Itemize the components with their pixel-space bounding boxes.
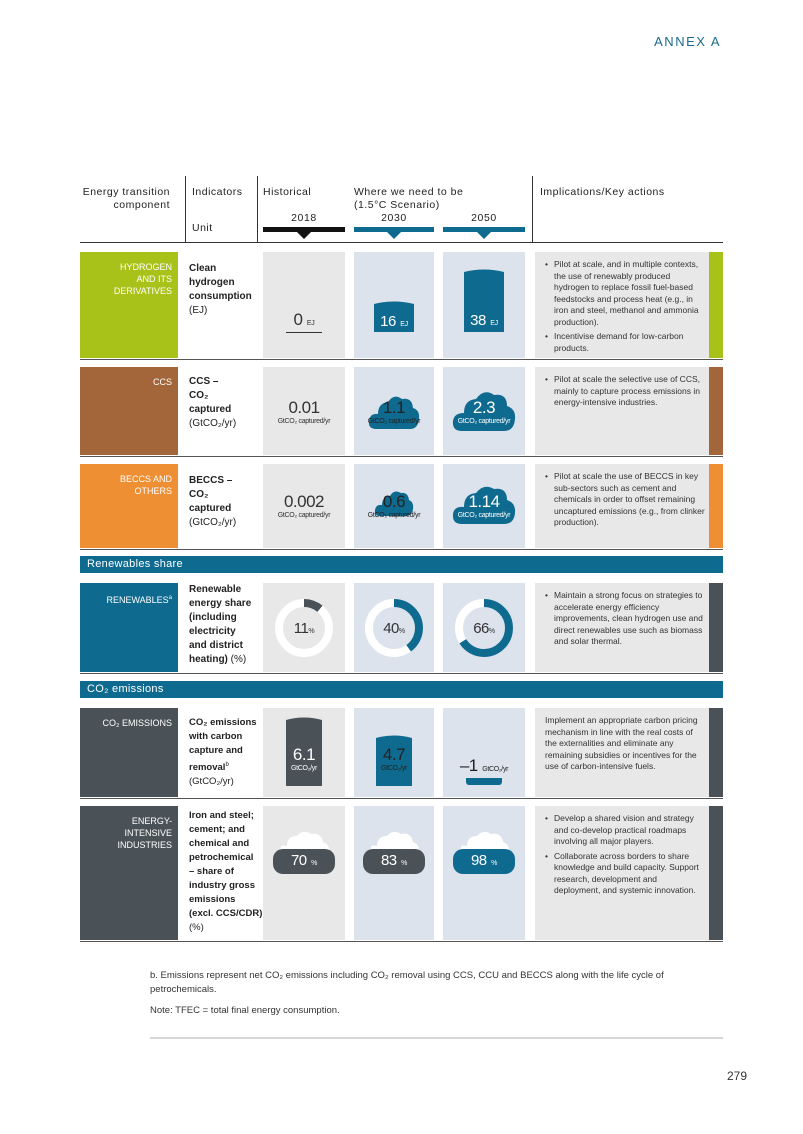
indicator-line: capture and <box>189 745 243 756</box>
action-item: • Incentivise demand for low-carbon products. <box>550 331 705 354</box>
category-line: RENEWABLES <box>106 595 169 605</box>
indicator-line: Renewable <box>189 584 242 595</box>
action-item: • Pilot at scale the use of BECCS in key sub-sectors such as cement and chemicals in order to offset remaining uncaptured emissions (e.g., from clinker production). <box>550 471 705 529</box>
cell-co2-2030 <box>354 708 434 797</box>
value-industry-2030: 83 % <box>380 852 408 869</box>
header-rule <box>80 242 723 243</box>
value-industry-2050: 98 % <box>470 852 498 869</box>
value-renewables-2030: 40% <box>383 620 405 637</box>
action-item: • Pilot at scale the selective use of CCS, mainly to capture process emissions in energy-intensive industries. <box>550 374 705 409</box>
actions-hydrogen <box>535 252 709 358</box>
indicator-renewables <box>189 583 265 667</box>
indicator-line: Clean <box>189 263 217 274</box>
actions-renewables <box>535 583 709 672</box>
value-beccs-2030: 0.6 GtCO₂ captured/yr <box>367 492 421 519</box>
unit-header: Unit <box>192 222 213 234</box>
color-strip-renewables <box>709 583 723 672</box>
value-industry-2018: 70 % <box>290 852 318 869</box>
cell-renewables-2030 <box>354 583 434 672</box>
row-rule <box>80 549 723 550</box>
implications-header: Implications/Key actions <box>540 186 665 198</box>
cell-hydrogen-2018 <box>263 252 345 358</box>
indicator-unit: (GtCO₂/yr) <box>189 776 234 788</box>
year-2050: 2050 <box>471 212 497 224</box>
footnote-b: b. Emissions represent net CO₂ emissions including CO₂ removal using CCS, CCU and BECCS along with the life cycle of petrochemicals. <box>150 970 664 995</box>
actions-ccs <box>535 367 709 455</box>
actions-beccs <box>535 464 709 548</box>
component-header: Energy transition component <box>82 186 170 211</box>
cell-ccs-2050 <box>443 367 525 455</box>
value-renewables-2050: 66% <box>473 620 495 637</box>
color-strip-hydrogen <box>709 252 723 358</box>
indicator-unit: (EJ) <box>189 305 208 316</box>
cell-co2-2018 <box>263 708 345 797</box>
indicator-ccs <box>189 375 265 431</box>
indicator-line: and district <box>189 640 243 651</box>
indicator-line: petrochemical <box>189 852 254 863</box>
value-beccs-2018: 0.002 GtCO₂ captured/yr <box>277 492 331 519</box>
indicator-line: CCS – <box>189 376 219 387</box>
cell-renewables-2050 <box>443 583 525 672</box>
indicator-line: CO₂ emissions <box>189 717 257 728</box>
indicator-line: (excl. CCS/CDR) <box>189 908 263 919</box>
indicator-line: CO₂ <box>189 489 209 500</box>
annex-label: ANNEX A <box>654 34 721 49</box>
cell-industry-2050 <box>443 806 525 940</box>
section-renewables: Renewables share <box>80 556 723 573</box>
page-number: 279 <box>726 1069 747 1083</box>
indicator-industry <box>189 809 265 935</box>
action-text: Implement an appropriate carbon pricing mechanism in line with the real costs of the externalities and eliminate any remaining subsidies or incentives for the use of carbon-intensive fuels. <box>545 715 698 771</box>
actions-co2 <box>535 708 709 797</box>
footer-rule <box>150 1037 723 1039</box>
indicator-line: (including <box>189 612 237 623</box>
indicator-line: electricity <box>189 626 236 637</box>
action-item: • Maintain a strong focus on strategies to accelerate energy efficiency improvements, clean hydrogen use and direct renewables use such as biomass and solar thermal. <box>550 590 705 648</box>
color-strip-beccs <box>709 464 723 548</box>
indicator-line: heating) <box>189 654 228 665</box>
indicator-line: – share of <box>189 866 234 877</box>
negative-bar <box>466 778 502 785</box>
indicator-line: BECCS – <box>189 475 233 486</box>
indicator-unit: (%) <box>189 922 204 933</box>
color-strip-co2 <box>709 708 723 797</box>
category-renewables <box>80 583 178 672</box>
value-co2-2018: 6.1 GtCO₂/yr <box>291 745 317 772</box>
cell-co2-2050 <box>443 708 525 797</box>
where-header: Where we need to be <box>354 186 464 198</box>
category-line: ENERGY- <box>131 816 172 826</box>
cell-beccs-2030 <box>354 464 434 548</box>
category-line: INDUSTRIES <box>117 840 172 850</box>
row-rule <box>80 359 723 360</box>
value-hydrogen-2050: 38 EJ <box>470 312 498 329</box>
indicators-header: Indicators <box>192 186 243 198</box>
color-strip-ccs <box>709 367 723 455</box>
section-co2: CO₂ emissions <box>80 681 723 698</box>
indicator-line: hydrogen <box>189 277 235 288</box>
action-item: • Collaborate across borders to share knowledge and build capacity. Support research, development and deployment, and systemic innovation. <box>550 851 705 897</box>
value-renewables-2018: 11% <box>293 620 315 637</box>
category-co2 <box>80 708 178 797</box>
year-pointer-2030 <box>387 232 401 239</box>
year-pointer-2050 <box>477 232 491 239</box>
cell-hydrogen-2050 <box>443 252 525 358</box>
zero-baseline <box>286 332 322 333</box>
row-rule <box>80 673 723 674</box>
header-divider <box>185 176 186 242</box>
year-2030: 2030 <box>381 212 407 224</box>
historical-header: Historical <box>263 186 312 198</box>
indicator-line: with carbon <box>189 731 243 742</box>
indicator-co2 <box>189 716 265 789</box>
indicator-beccs <box>189 474 265 530</box>
value-ccs-2030: 1.1 GtCO₂ captured/yr <box>367 398 421 425</box>
category-industry <box>80 806 178 940</box>
header-divider <box>532 176 533 242</box>
footnote-marker: a <box>168 595 172 601</box>
cell-beccs-2050 <box>443 464 525 548</box>
category-line: BECCS AND <box>119 474 172 484</box>
value-co2-2030: 4.7 GtCO₂/yr <box>381 745 407 772</box>
cell-ccs-2018 <box>263 367 345 455</box>
row-rule <box>80 798 723 799</box>
category-beccs <box>80 464 178 548</box>
indicator-line: emissions <box>189 894 236 905</box>
indicator-line: captured <box>189 404 232 415</box>
indicator-line: chemical and <box>189 838 250 849</box>
indicator-line: industry gross <box>189 880 255 891</box>
year-pointer-2018 <box>297 232 311 239</box>
cell-hydrogen-2030 <box>354 252 434 358</box>
category-line: CO₂ EMISSIONS <box>102 718 172 728</box>
indicator-unit: (GtCO₂/yr) <box>189 517 237 528</box>
indicator-line: CO₂ <box>189 390 209 401</box>
indicator-line: energy share <box>189 598 252 609</box>
value-beccs-2050: 1.14 GtCO₂ captured/yr <box>457 492 511 519</box>
indicator-hydrogen <box>189 262 265 318</box>
value-ccs-2050: 2.3 GtCO₂ captured/yr <box>457 398 511 425</box>
category-line: OTHERS <box>134 486 172 496</box>
indicator-unit: (%) <box>230 654 247 665</box>
year-2018: 2018 <box>291 212 317 224</box>
indicator-line: Iron and steel; <box>189 810 254 821</box>
value-hydrogen-2018: 0 EJ <box>293 310 315 329</box>
action-item: • Develop a shared vision and strategy and co-develop practical roadmaps involving all major players. <box>550 813 705 848</box>
row-rule <box>80 456 723 457</box>
indicator-line: captured <box>189 503 232 514</box>
action-item: • Pilot at scale, and in multiple contexts, the use of renewably produced hydrogen to replace fossil fuel-based feedstocks and process heat (e.g., in iron and steel, methanol and ammonia production). <box>550 259 705 328</box>
indicator-line: cement; and <box>189 824 245 835</box>
cell-renewables-2018 <box>263 583 345 672</box>
value-hydrogen-2030: 16 EJ <box>380 313 408 330</box>
cell-industry-2018 <box>263 806 345 940</box>
footnote-marker: b <box>225 762 229 768</box>
indicator-line: consumption <box>189 291 252 302</box>
cell-industry-2030 <box>354 806 434 940</box>
footnote-note: Note: TFEC = total final energy consumption. <box>150 1005 340 1016</box>
category-line: AND ITS <box>136 274 172 284</box>
category-line: HYDROGEN <box>119 262 172 272</box>
header-divider <box>257 176 258 242</box>
category-ccs <box>80 367 178 455</box>
value-ccs-2018: 0.01 GtCO₂ captured/yr <box>277 398 331 425</box>
category-line: DERIVATIVES <box>113 286 172 296</box>
category-line: INTENSIVE <box>124 828 172 838</box>
value-co2-2050: –1 GtCO₂/yr <box>459 756 509 775</box>
actions-industry <box>535 806 709 940</box>
color-strip-industry <box>709 806 723 940</box>
indicator-unit: (GtCO₂/yr) <box>189 418 237 429</box>
cell-beccs-2018 <box>263 464 345 548</box>
category-line: CCS <box>152 377 172 387</box>
scenario-header: (1.5°C Scenario) <box>354 199 440 211</box>
category-hydrogen <box>80 252 178 358</box>
row-rule <box>80 941 723 942</box>
cell-ccs-2030 <box>354 367 434 455</box>
indicator-line: removal <box>189 762 226 774</box>
